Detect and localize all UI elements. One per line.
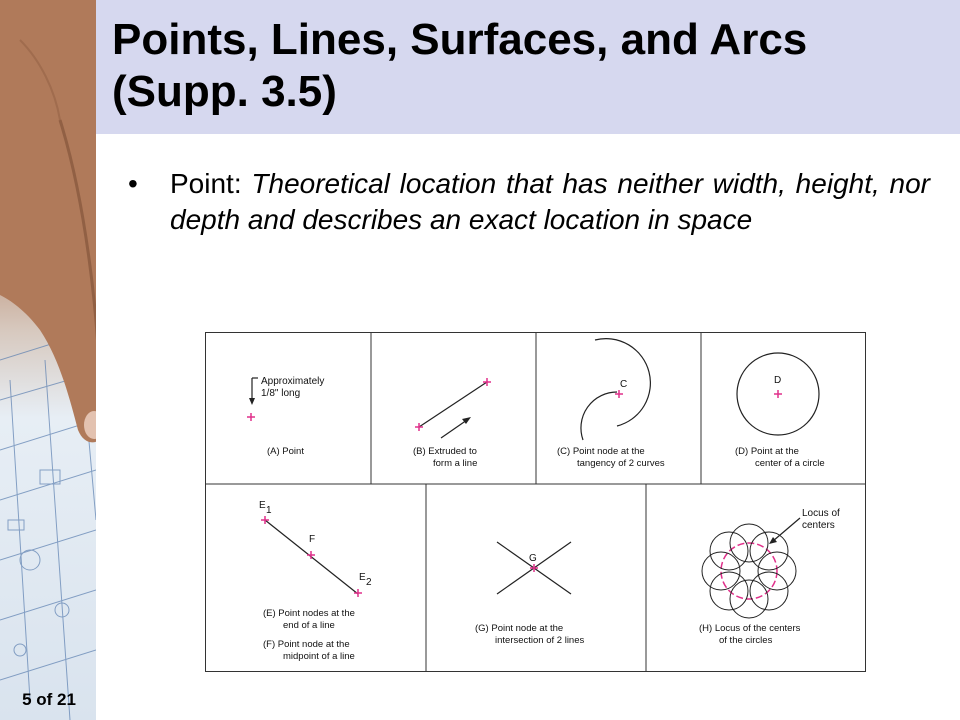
panel-f-caption-1: (F) Point node at the — [263, 639, 350, 650]
panel-f-caption-2: midpoint of a line — [283, 651, 355, 662]
bullet-text — [170, 166, 930, 238]
panel-b-caption-1: (B) Extruded to — [413, 446, 477, 457]
panel-e-caption-2: end of a line — [283, 620, 335, 631]
points-figure — [205, 332, 866, 672]
panel-g-caption-2: intersection of 2 lines — [495, 635, 585, 646]
panel-c-caption-2: tangency of 2 curves — [577, 458, 665, 469]
panel-e-label-sub2: 2 — [366, 577, 372, 588]
panel-e-caption-1: (E) Point nodes at the — [263, 608, 355, 619]
page-number: 5 of 21 — [22, 690, 76, 709]
panel-g-label: G — [529, 553, 537, 564]
panel-a-label-2: 1/8" long — [261, 388, 301, 399]
bullet-term: Point: — [170, 168, 252, 199]
panel-h-label-2: centers — [802, 520, 835, 531]
panel-e-label-f: F — [309, 534, 316, 545]
panel-h-caption-1: (H) Locus of the centers — [699, 623, 801, 634]
bullet-definition: Theoretical location that has neither width, height, nor depth and describes an exact location in space — [170, 168, 930, 235]
panel-d-label: D — [774, 375, 782, 386]
panel-d-caption-2: center of a circle — [755, 458, 825, 469]
panel-g-caption-1: (G) Point node at the — [475, 623, 564, 634]
panel-h-label-1: Locus of — [802, 508, 840, 519]
panel-e-label-sub1: 1 — [266, 505, 272, 516]
panel-b-caption-2: form a line — [433, 458, 478, 469]
bullet-marker: • — [128, 168, 138, 199]
panel-c-label: C — [620, 379, 628, 390]
panel-d-caption-1: (D) Point at the — [735, 446, 799, 457]
panel-a-caption: (A) Point — [267, 446, 304, 457]
decorative-hand-photo — [0, 0, 96, 720]
panel-e-label-e: E — [259, 500, 266, 511]
panel-c-caption-1: (C) Point node at the — [557, 446, 645, 457]
panel-a-label-1: Approximately — [261, 376, 325, 387]
panel-h-caption-2: of the circles — [719, 635, 773, 646]
slide-title: Points, Lines, Surfaces, and Arcs (Supp. 3.5) — [112, 15, 808, 116]
panel-e-label-e2: E — [359, 572, 366, 583]
